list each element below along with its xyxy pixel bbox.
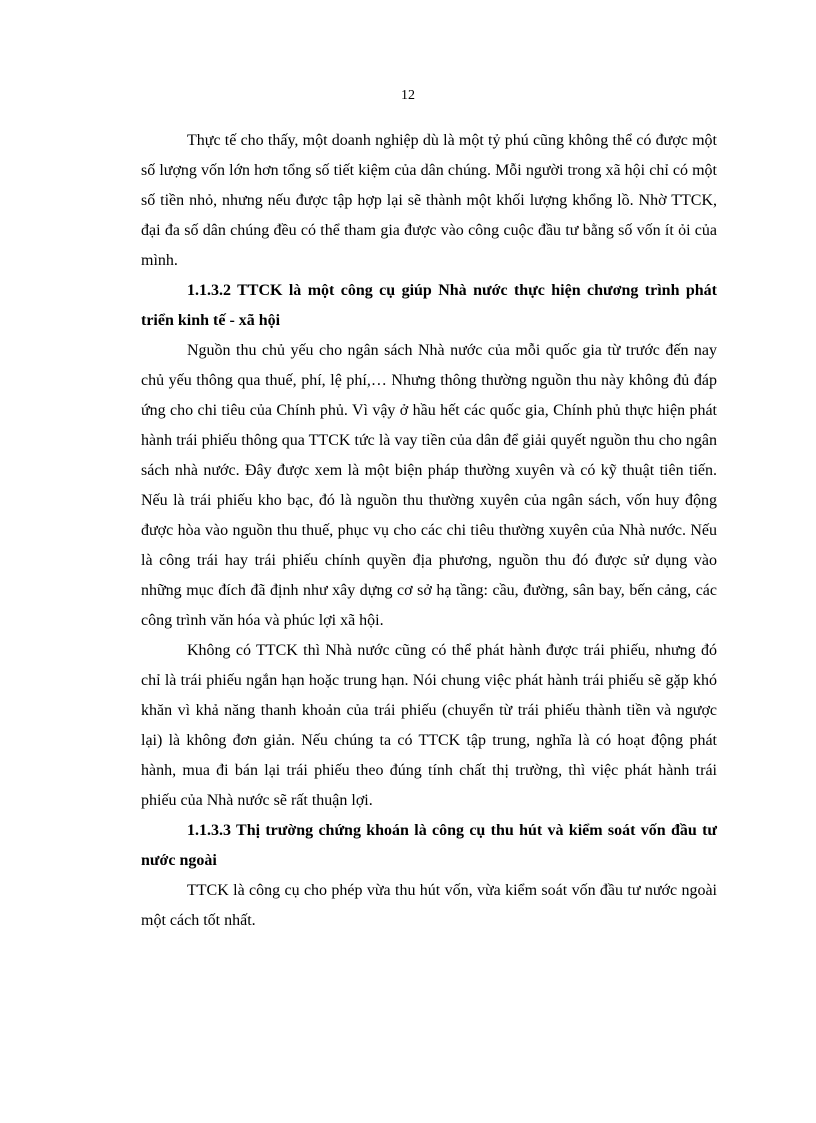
page-number: 12 xyxy=(401,88,415,103)
section-heading-1-1-3-2: 1.1.3.2 TTCK là một công cụ giúp Nhà nước thực hiện chương trình phát triển kinh tế - xã hội xyxy=(141,282,717,329)
section-heading-1-1-3-3: 1.1.3.3 Thị trường chứng khoán là công cụ thu hút và kiểm soát vốn đầu tư nước ngoài xyxy=(141,822,717,869)
paragraph-savings-mobilization: Thực tế cho thấy, một doanh nghiệp dù là một tỷ phú cũng không thể có được một số lượng vốn lớn hơn tổng số tiết kiệm của dân chúng. Mỗi người trong xã hội chỉ có một số tiền nhỏ, nhưng nếu được tập hợp lại sẽ thành một khối lượng khổng lồ. Nhờ TTCK, đại đa số dân chúng đều có thể tham gia được vào công cuộc đầu tư bằng số vốn ít ỏi của mình. xyxy=(141,132,717,269)
paragraph-foreign-capital: TTCK là công cụ cho phép vừa thu hút vốn, vừa kiểm soát vốn đầu tư nước ngoài một cách tốt nhất. xyxy=(141,882,717,929)
paragraph-bond-issuance: Không có TTCK thì Nhà nước cũng có thể phát hành được trái phiếu, nhưng đó chỉ là trái phiếu ngắn hạn hoặc trung hạn. Nói chung việc phát hành trái phiếu sẽ gặp khó khăn vì khả năng thanh khoản của trái phiếu (chuyển từ trái phiếu thành tiền và ngược lại) là không đơn giản. Nếu chúng ta có TTCK tập trung, nghĩa là có hoạt động phát hành, mua đi bán lại trái phiếu theo đúng tính chất thị trường, thì việc phát hành trái phiếu của Nhà nước sẽ rất thuận lợi. xyxy=(141,642,717,809)
page-content xyxy=(141,126,717,936)
paragraph-budget-revenue: Nguồn thu chủ yếu cho ngân sách Nhà nước của mỗi quốc gia từ trước đến nay chủ yếu thông qua thuế, phí, lệ phí,… Nhưng thông thường nguồn thu này không đủ đáp ứng cho chi tiêu của Chính phủ. Vì vậy ở hầu hết các quốc gia, Chính phủ thực hiện phát hành trái phiếu thông qua TTCK tức là vay tiền của dân để giải quyết nguồn thu cho ngân sách nhà nước. Đây được xem là một biện pháp thường xuyên và có kỹ thuật tiên tiến. Nếu là trái phiếu kho bạc, đó là nguồn thu thường xuyên của ngân sách, vốn huy động được hòa vào nguồn thu thuế, phục vụ cho các chi tiêu thường xuyên của Nhà nước. Nếu là công trái hay trái phiếu chính quyền địa phương, nguồn thu đó được sử dụng vào những mục đích đã định như xây dựng cơ sở hạ tầng: cầu, đường, sân bay, bến cảng, các công trình văn hóa và phúc lợi xã hội. xyxy=(141,342,717,629)
